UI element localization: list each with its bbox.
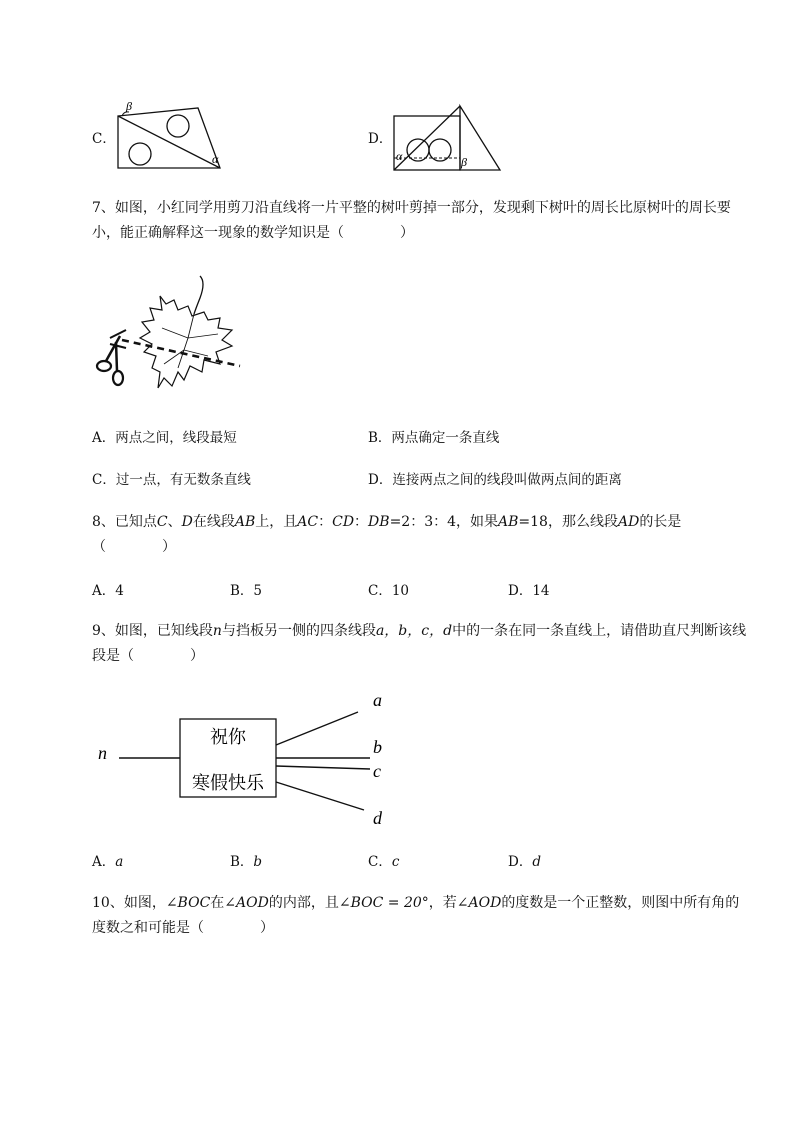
q7-text: 7、如图，小红同学用剪刀沿直线将一片平整的树叶剪掉一部分，发现剩下树叶的周长比原树叶的周长要小，能正确解释这一现象的数学知识是（ ）	[92, 200, 731, 241]
q9-option-d: D．d	[508, 854, 541, 870]
q6-d-beta: β	[461, 155, 467, 169]
q8-option-b: B．5	[230, 583, 263, 599]
q7-option-b: B．两点确定一条直线	[368, 430, 500, 446]
q8-text: 8、已知点C、D在线段AB上，且AC：CD：DB=2：3：4，如果AB=18，那么线段AD的长是	[92, 514, 682, 530]
q6-c-alpha: α	[212, 152, 219, 166]
q7-leaf-figure	[92, 268, 252, 398]
label-n: n	[98, 743, 107, 763]
q9-option-c: C．c	[368, 854, 400, 870]
q6-option-d-label: D．	[368, 131, 393, 147]
label-c: c	[373, 761, 381, 781]
q8-option-a: A．4	[92, 583, 124, 599]
q6-figure-d	[388, 100, 506, 176]
board-text-line2: 寒假快乐	[192, 773, 264, 793]
q8-answer-blank: （ ）	[92, 539, 176, 555]
q7-option-c: C．过一点，有无数条直线	[92, 472, 251, 488]
q6-option-c-label: C．	[92, 131, 116, 147]
scissors-icon	[97, 330, 126, 385]
label-d: d	[373, 808, 382, 828]
board-text-line1: 祝你	[210, 727, 246, 747]
q9-text: 9、如图，已知线段n与挡板另一侧的四条线段a，b，c，d中的一条在同一条直线上，请借助直尺判断该线段是（ ）	[92, 623, 747, 664]
q10-text: 10、如图，∠BOC在∠AOD的内部，且∠BOC = 20°，若∠AOD的度数是一个正整数，则图中所有角的度数之和可能是（ ）	[92, 895, 740, 936]
segment-a	[276, 712, 358, 745]
q6-c-beta: β	[126, 99, 132, 113]
q7-option-a: A．两点之间，线段最短	[92, 430, 237, 446]
q9-option-b: B．b	[230, 854, 263, 870]
q9-option-a: A．a	[92, 854, 124, 870]
label-a: a	[373, 690, 382, 710]
segment-c	[276, 766, 370, 769]
q9-figure	[92, 688, 402, 830]
q6-d-alpha: α	[396, 149, 403, 163]
q8-option-c: C．10	[368, 583, 410, 599]
q8-option-d: D．14	[508, 583, 550, 599]
label-b: b	[373, 737, 382, 757]
q6-figure-c	[112, 98, 232, 176]
segment-d	[276, 782, 364, 810]
q7-option-d: D．连接两点之间的线段叫做两点间的距离	[368, 472, 622, 488]
